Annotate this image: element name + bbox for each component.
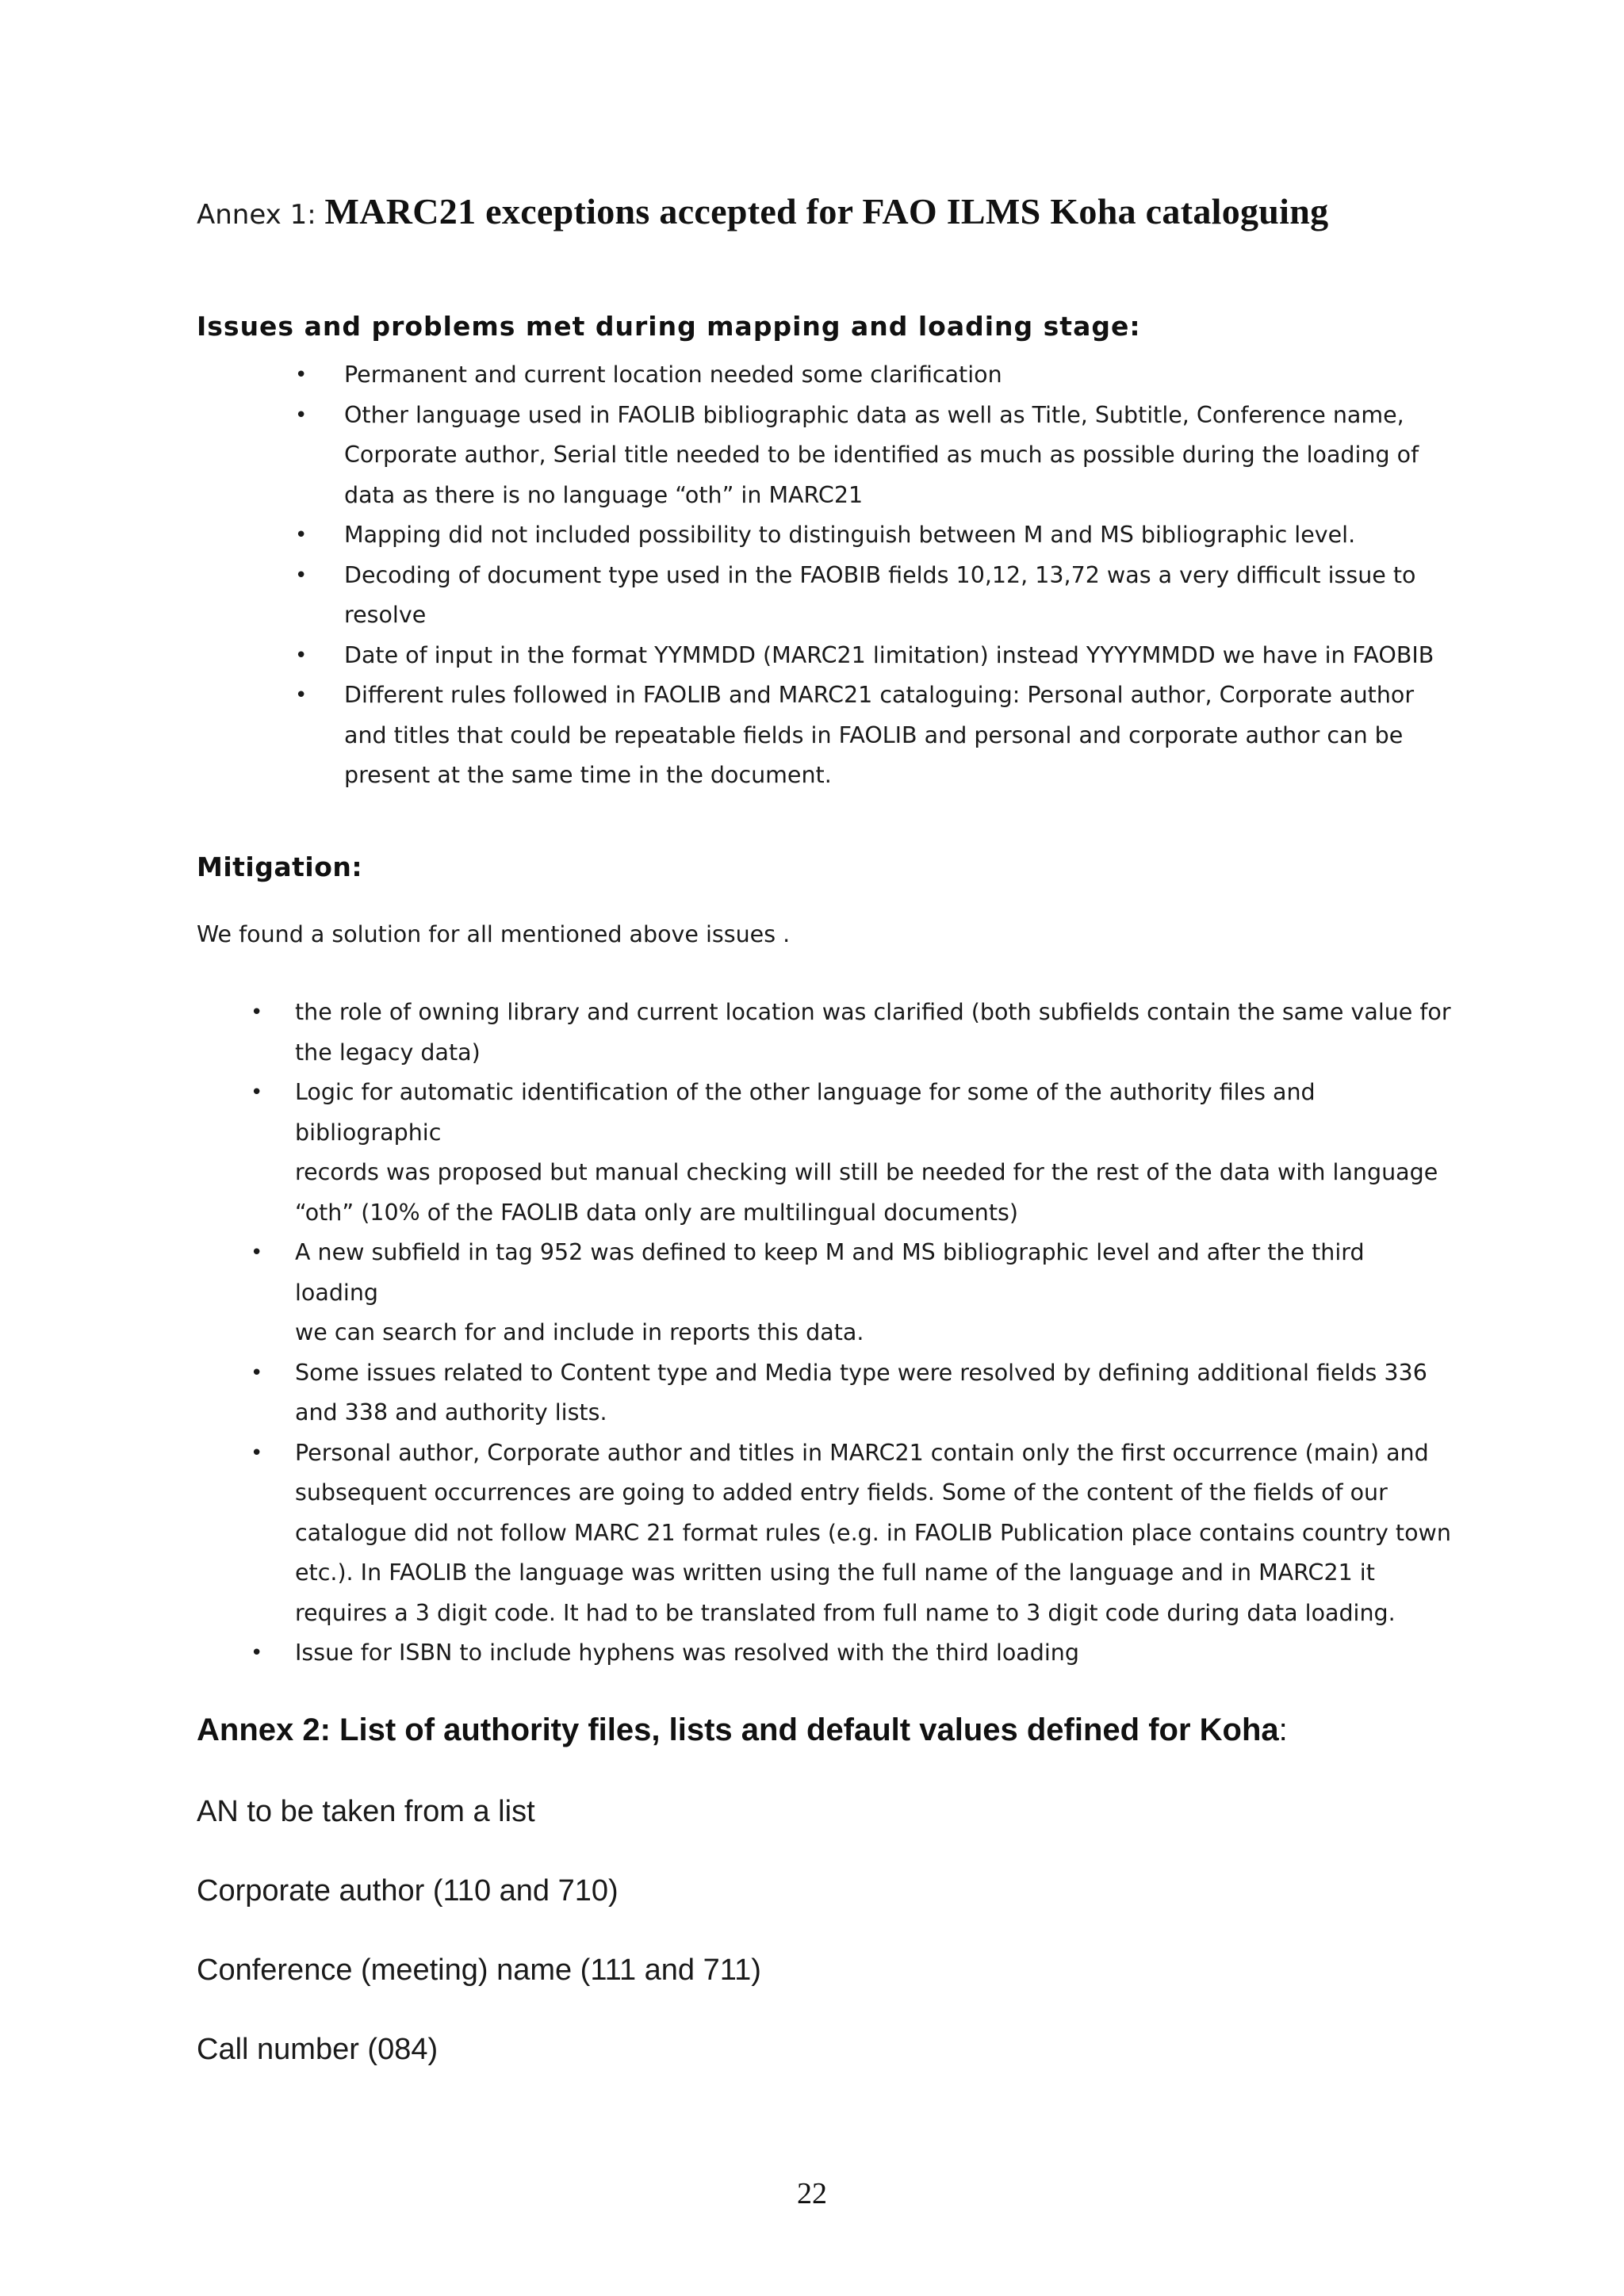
annex2-item: Corporate author (110 and 710) — [197, 1874, 619, 1908]
annex1-main-title: MARC21 exceptions accepted for FAO ILMS Koha cataloguing — [324, 191, 1329, 232]
mitigation-list — [251, 993, 1453, 1674]
bullet-icon: • — [295, 683, 308, 707]
annex2-heading — [197, 1712, 1288, 1748]
page-number: 22 — [797, 2177, 827, 2210]
mitigation-line — [251, 1233, 1453, 1313]
issues-list — [295, 355, 1446, 796]
mitigation-line-text: etc.). In FAOLIB the language was written using the full name of the language and in MARC21 it — [295, 1559, 1375, 1586]
bullet-icon: • — [295, 523, 308, 547]
annex1-title — [197, 190, 1328, 232]
issues-line-text: and titles that could be repeatable fields in FAOLIB and personal and corporate author can be — [344, 721, 1404, 748]
issues-line-text: Permanent and current location needed some clarification — [344, 362, 1002, 388]
bullet-icon: • — [251, 1441, 263, 1465]
mitigation-line — [251, 1433, 1453, 1474]
annex2-item: Conference (meeting) name (111 and 711) — [197, 1954, 761, 1987]
issues-line-text: data as there is no language “oth” in MARC21 — [344, 481, 864, 508]
mitigation-line-text: Some issues related to Content type and Media type were resolved by defining additional fields 336 — [295, 1359, 1427, 1386]
issues-line — [295, 556, 1446, 596]
mitigation-line-text: and 338 and authority lists. — [295, 1399, 607, 1425]
mitigation-line-text: the role of owning library and current location was clarified (both subfields contain the same value for — [295, 999, 1451, 1025]
mitigation-line-text: Issue for ISBN to include hyphens was resolved with the third loading — [295, 1640, 1079, 1666]
issues-line — [344, 435, 1446, 476]
issues-line — [295, 396, 1446, 436]
mitigation-line — [251, 993, 1453, 1033]
issues-line-text: Mapping did not included possibility to distinguish between M and MS bibliographic level. — [344, 522, 1356, 548]
bullet-icon: • — [251, 1241, 263, 1265]
mitigation-line — [295, 1033, 1453, 1073]
mitigation-line — [251, 1073, 1453, 1153]
issues-line-text: present at the same time in the document. — [344, 762, 832, 788]
annex2-item: Call number (084) — [197, 2033, 439, 2066]
mitigation-line-text: Logic for automatic identification of the other language for some of the authority files and bibliographic — [295, 1079, 1316, 1146]
bullet-icon: • — [295, 643, 308, 668]
issues-heading: Issues and problems met during mapping and loading stage: — [197, 311, 1141, 342]
mitigation-line-text: A new subfield in tag 952 was defined to keep M and MS bibliographic level and after the third loading — [295, 1239, 1365, 1306]
issues-line-text: Corporate author, Serial title needed to be identified as much as possible during the loading of — [344, 442, 1419, 468]
annex2-item: AN to be taken from a list — [197, 1795, 535, 1828]
bullet-icon: • — [251, 1641, 263, 1665]
mitigation-line — [251, 1633, 1453, 1674]
bullet-icon: • — [295, 403, 308, 427]
annex1-prefix: Annex 1: — [197, 199, 325, 231]
issues-line — [344, 595, 1446, 636]
mitigation-line-text: we can search for and include in reports this data. — [295, 1319, 864, 1345]
mitigation-heading: Mitigation: — [197, 851, 363, 882]
issues-line — [295, 355, 1446, 396]
mitigation-line-text: requires a 3 digit code. It had to be translated from full name to 3 digit code during data loading. — [295, 1599, 1396, 1626]
annex2-heading-text: Annex 2: List of authority files, lists and default values defined for Koha — [197, 1712, 1279, 1747]
mitigation-line — [295, 1393, 1453, 1433]
issues-line-text: Decoding of document type used in the FAOBIB fields 10,12, 13,72 was a very difficult issue to — [344, 561, 1416, 588]
issues-line — [295, 675, 1446, 716]
issues-line — [344, 716, 1446, 756]
mitigation-line-text: Personal author, Corporate author and titles in MARC21 contain only the first occurrence (main) and — [295, 1439, 1429, 1466]
mitigation-line — [295, 1594, 1453, 1634]
mitigation-line-text: records was proposed but manual checking will still be needed for the rest of the data with language — [295, 1159, 1438, 1185]
mitigation-line — [295, 1153, 1453, 1193]
mitigation-line-text: subsequent occurrences are going to added entry fields. Some of the content of the fields of our — [295, 1479, 1388, 1506]
mitigation-line — [295, 1473, 1453, 1513]
bullet-icon: • — [295, 363, 308, 387]
mitigation-line — [251, 1353, 1453, 1394]
issues-line — [344, 476, 1446, 516]
mitigation-line-text: the legacy data) — [295, 1039, 481, 1066]
mitigation-line — [295, 1193, 1453, 1234]
mitigation-line — [295, 1513, 1453, 1554]
issues-line-text: Other language used in FAOLIB bibliographic data as well as Title, Subtitle, Conference name, — [344, 401, 1404, 428]
mitigation-line-text: catalogue did not follow MARC 21 format rules (e.g. in FAOLIB Publication place contains country town — [295, 1519, 1451, 1546]
issues-line-text: Different rules followed in FAOLIB and MARC21 cataloguing: Personal author, Corporate author — [344, 682, 1415, 708]
mitigation-line-text: “oth” (10% of the FAOLIB data only are multilingual documents) — [295, 1199, 1019, 1226]
mitigation-line — [295, 1553, 1453, 1594]
mitigation-line — [295, 1313, 1453, 1353]
bullet-icon: • — [251, 1360, 263, 1385]
bullet-icon: • — [251, 1081, 263, 1104]
bullet-icon: • — [295, 563, 308, 587]
issues-line-text: resolve — [344, 602, 427, 628]
issues-line-text: Date of input in the format YYMMDD (MARC21 limitation) instead YYYYMMDD we have in FAOBIB — [344, 641, 1434, 668]
bullet-icon: • — [251, 1001, 263, 1024]
issues-line — [344, 756, 1446, 796]
issues-line — [295, 515, 1446, 556]
annex2-heading-suffix: : — [1278, 1712, 1288, 1747]
issues-line — [295, 636, 1446, 676]
mitigation-intro: We found a solution for all mentioned above issues . — [197, 921, 791, 947]
